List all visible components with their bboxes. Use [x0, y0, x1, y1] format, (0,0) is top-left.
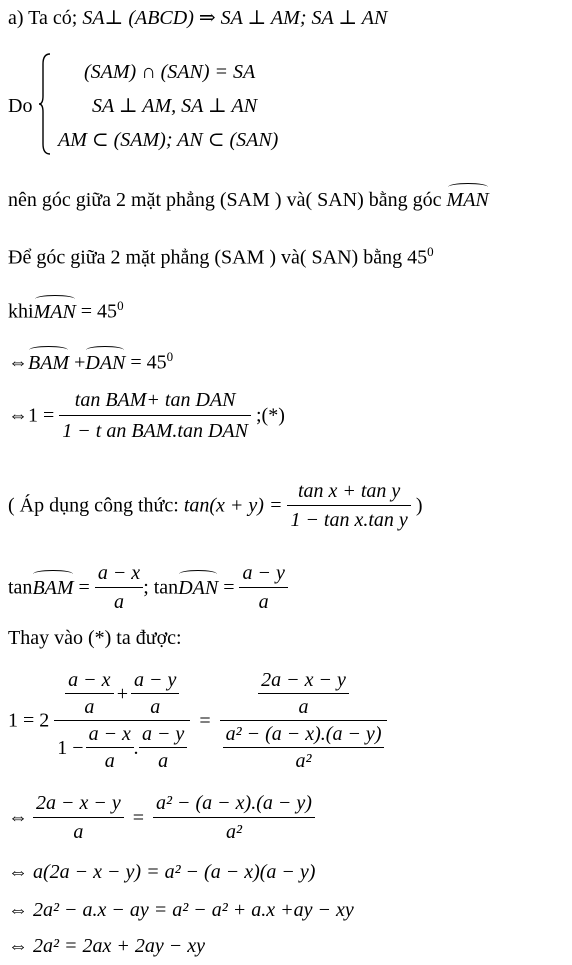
line-9 — [8, 560, 288, 615]
formula-intro: ( Áp dụng công thức: — [8, 494, 179, 517]
tan-sum-numerator: tan BAM+ tan DAN — [59, 386, 251, 416]
tan-formula-denominator: 1 − tan x.tan y — [290, 509, 408, 531]
angle-bam: BAM — [32, 576, 74, 599]
frac-numerator: a² − (a − x).(a − y) — [223, 722, 385, 748]
eq-text: = 45 — [125, 351, 167, 374]
line-1 — [8, 6, 387, 30]
tan-formula-numerator: tan x + tan y — [287, 478, 410, 506]
frac-numerator: 2a − x − y — [33, 790, 124, 818]
line-15: ⇔ 2a² = 2ax + 2ay − xy — [8, 935, 205, 957]
line-10: Thay vào (*) ta được: — [8, 627, 182, 649]
angle-dan: DAN — [85, 351, 126, 374]
system-eq-2: SA ⊥ AM, SA ⊥ AN — [92, 95, 258, 117]
frac-numerator: a − y — [131, 668, 179, 694]
frac-denominator: a — [258, 591, 269, 613]
tan-text: ; tan — [143, 576, 179, 599]
eq-text: = — [73, 576, 90, 599]
brace-icon — [38, 52, 52, 156]
frac-numerator: a − x — [86, 722, 134, 748]
result-fraction — [220, 668, 388, 773]
tan-bam-fraction — [95, 560, 143, 615]
dot-symbol: . — [133, 736, 139, 759]
frac-denominator: a² — [225, 821, 242, 843]
frac-numerator: a − y — [239, 560, 287, 588]
line-4 — [8, 240, 434, 270]
tan-dan-fraction — [239, 560, 287, 615]
tan-text: tan — [8, 576, 33, 599]
degree-sup: 0 — [427, 244, 434, 259]
one-minus: 1 − — [57, 736, 84, 759]
line-11 — [8, 668, 387, 773]
lhs-fraction — [33, 790, 124, 845]
star-label: ;(*) — [255, 404, 285, 427]
line-14: ⇔ 2a² − a.x − ay = a² − a² + a.x +ay − xy — [8, 899, 354, 921]
khi-text: khi — [8, 300, 34, 323]
tan-sum-fraction — [59, 386, 251, 445]
eq-text: = 45 — [75, 300, 118, 323]
degree-sup: 0 — [117, 298, 124, 313]
frac-denominator: a — [73, 821, 84, 843]
frac-numerator: a² − (a − x).(a − y) — [153, 790, 315, 818]
condition-statement: Để góc giữa 2 mặt phẳng (SAM ) và( SAN) bằng 45 — [8, 246, 428, 269]
tan-formula-lhs: tan(x + y) = — [183, 494, 283, 517]
system-eq-3: AM ⊂ (SAM); AN ⊂ (SAN) — [58, 129, 279, 151]
line-3 — [8, 188, 489, 212]
perpendicular-statement: SA⊥ (ABCD) ⇒ SA ⊥ AM; SA ⊥ AN — [82, 7, 388, 29]
compound-fraction — [54, 668, 190, 773]
line-8 — [8, 478, 422, 533]
frac-numerator: a − x — [95, 560, 143, 588]
frac-numerator: a − y — [139, 722, 187, 748]
do-label: Do — [8, 95, 33, 117]
one-eq-two: 1 = 2 — [8, 709, 50, 732]
angle-man: MAN — [33, 300, 76, 323]
frac-denominator: a — [114, 591, 124, 613]
frac-denominator: a — [158, 750, 169, 772]
frac-numerator: a − x — [65, 668, 113, 694]
line-13: ⇔ a(2a − x − y) = a² − (a − x)(a − y) — [8, 861, 316, 883]
plus-symbol: + — [69, 351, 86, 374]
system-eq-1: (SAM) ∩ (SAN) = SA — [84, 61, 256, 83]
frac-denominator: a — [84, 696, 95, 718]
plus-symbol: + — [115, 682, 130, 705]
line-6 — [8, 345, 173, 375]
frac-denominator: a — [298, 696, 309, 718]
frac-numerator: 2a − x − y — [258, 668, 349, 694]
equiv-symbol: ⇔ — [8, 351, 28, 374]
frac-denominator: a — [150, 696, 161, 718]
eq-text: = — [218, 576, 235, 599]
equiv-one: ⇔1 = — [8, 404, 55, 427]
tan-sum-denominator: 1 − t an BAM.tan DAN — [62, 420, 248, 442]
frac-denominator: a — [104, 750, 115, 772]
line-12 — [8, 790, 315, 845]
line-5 — [8, 294, 124, 324]
compound-numerator — [54, 668, 190, 721]
angle-man: MAN — [446, 189, 489, 211]
degree-sup: 0 — [166, 349, 174, 364]
rhs-fraction — [153, 790, 315, 845]
tan-formula-fraction — [287, 478, 410, 533]
angle-statement: nên góc giữa 2 mặt phẳng (SAM ) và( SAN) bằng góc — [8, 189, 442, 211]
equiv-symbol: ⇔ — [8, 806, 28, 829]
eq-symbol: = — [199, 709, 211, 732]
result-denominator — [220, 721, 388, 773]
angle-bam: BAM — [28, 351, 70, 374]
line-7 — [8, 386, 285, 445]
result-numerator — [220, 668, 388, 721]
frac-denominator: a² — [295, 750, 312, 772]
angle-dan: DAN — [178, 576, 219, 599]
compound-denominator — [54, 721, 190, 773]
close-paren: ) — [415, 494, 423, 517]
intro-text: a) Ta có; — [8, 7, 78, 29]
eq-symbol: = — [132, 806, 145, 829]
